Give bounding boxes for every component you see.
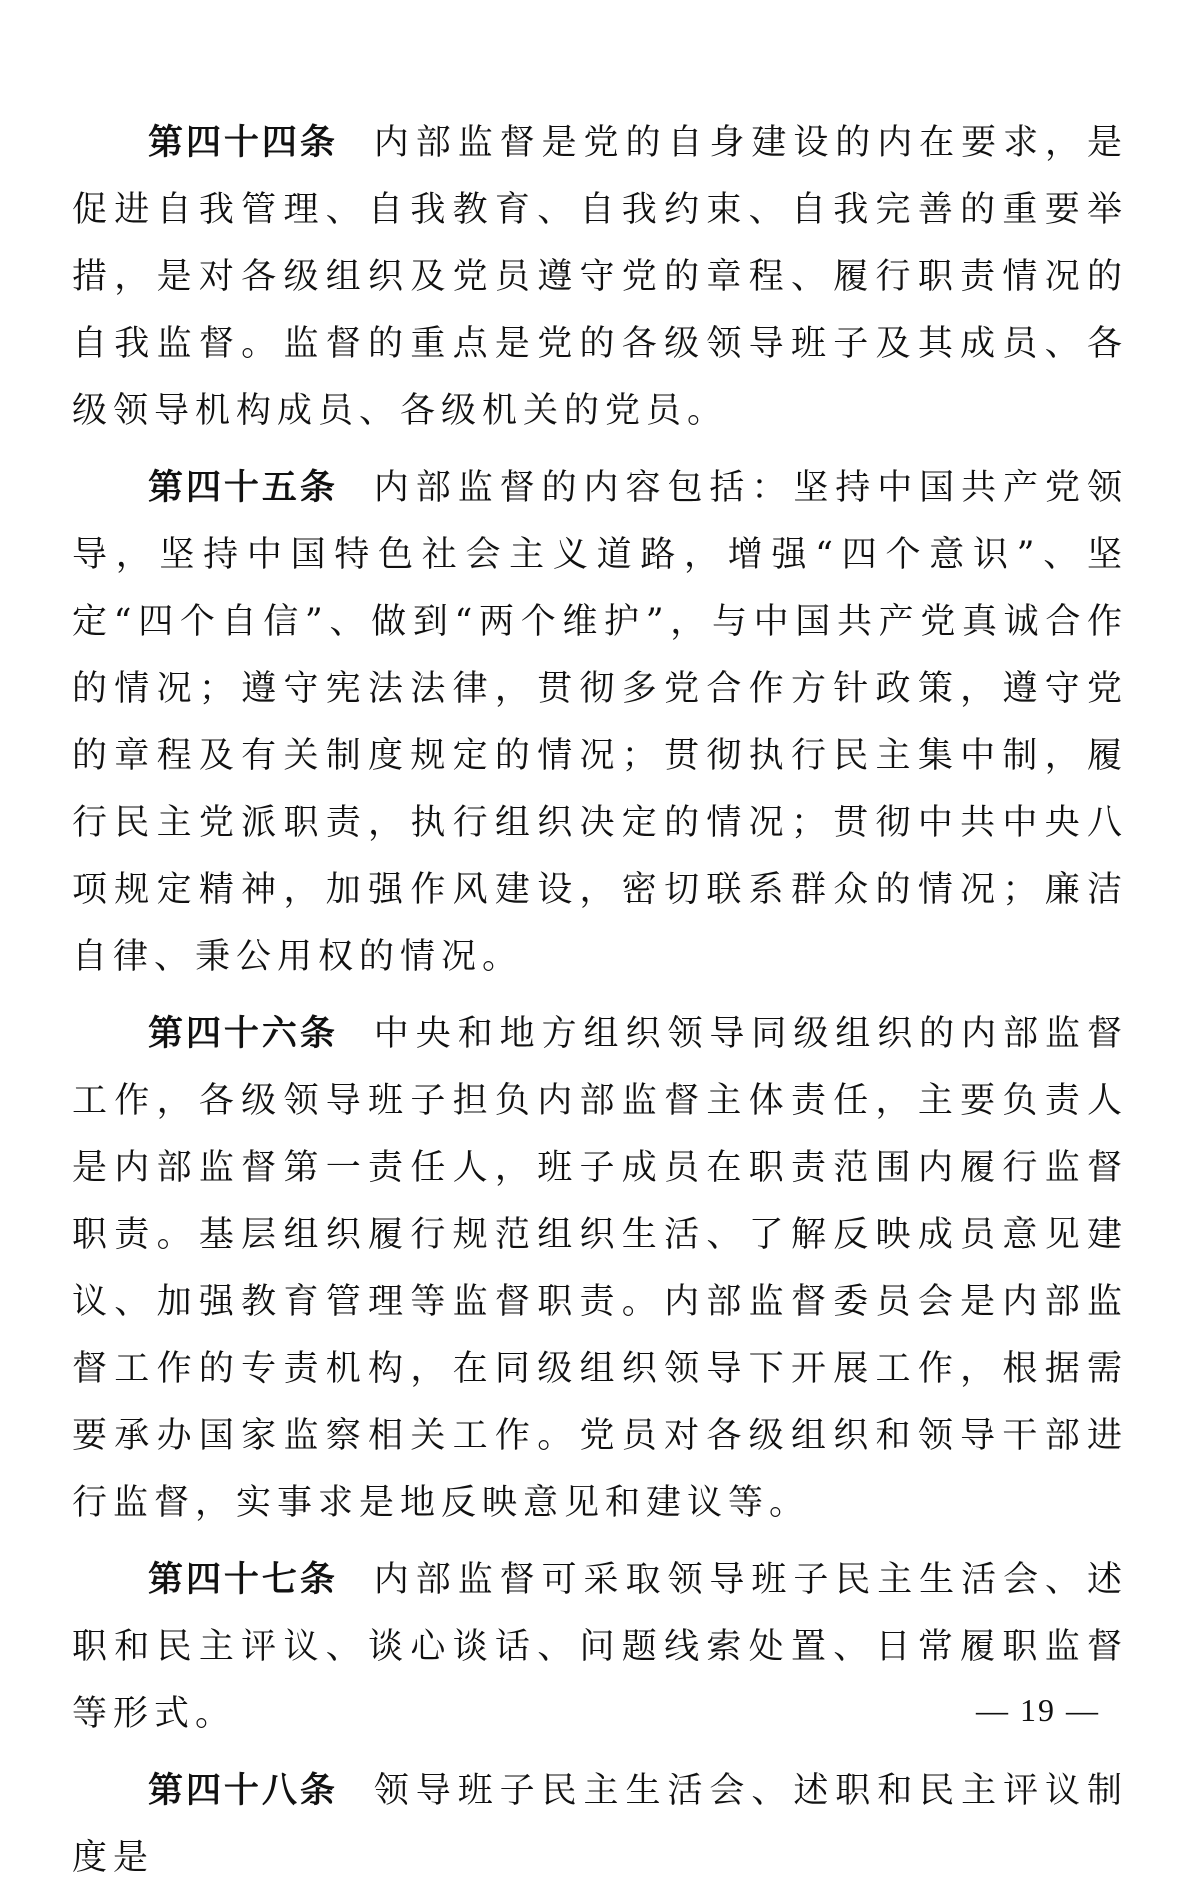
article-text: 内部监督可采取领导班子民主生活会、述职和民主评议、谈心谈话、问题线索处置、日常履职监督等形式。: [72, 1560, 1128, 1734]
article-text: 内部监督的内容包括：坚持中国共产党领导，坚持中国特色社会主义道路，增强“四个意识”、坚定“四个自信”、做到“两个维护”，与中国共产党真诚合作的情况；遵守宪法法律，贯彻多党合作方针政策，遵守党的章程及有关制度规定的情况；贯彻执行民主集中制，履行民主党派职责，执行组织决定的情况；贯彻中共中央八项规定精神，加强作风建设，密切联系群众的情况；廉洁自律、秉公用权的情况。: [72, 468, 1128, 977]
article-text: 中央和地方组织领导同级组织的内部监督工作，各级领导班子担负内部监督主体责任，主要负责人是内部监督第一责任人，班子成员在职责范围内履行监督职责。基层组织履行规范组织生活、了解反映成员意见建议、加强教育管理等监督职责。内部监督委员会是内部监督工作的专责机构，在同级组织领导下开展工作，根据需要承办国家监察相关工作。党员对各级组织和领导干部进行监督，实事求是地反映意见和建议等。: [72, 1014, 1128, 1523]
article-title: 第四十四条: [148, 123, 338, 163]
article-text: 内部监督是党的自身建设的内在要求，是促进自我管理、自我教育、自我约束、自我完善的重要举措，是对各级组织及党员遵守党的章程、履行职责情况的自我监督。监督的重点是党的各级领导班子及其成员、各级领导机构成员、各级机关的党员。: [72, 123, 1128, 431]
article-45: [72, 455, 1128, 991]
article-title: 第四十五条: [148, 468, 338, 508]
article-46: [72, 1001, 1128, 1537]
article-48: [72, 1758, 1128, 1892]
article-47: [72, 1547, 1128, 1748]
article-title: 第四十七条: [148, 1560, 338, 1600]
article-title: 第四十八条: [148, 1771, 338, 1811]
article-44: [72, 110, 1128, 445]
article-text: 领导班子民主生活会、述职和民主评议制度是: [72, 1771, 1128, 1878]
document-body: [72, 110, 1128, 1902]
article-title: 第四十六条: [148, 1014, 338, 1054]
page-number: — 19 —: [976, 1692, 1100, 1728]
